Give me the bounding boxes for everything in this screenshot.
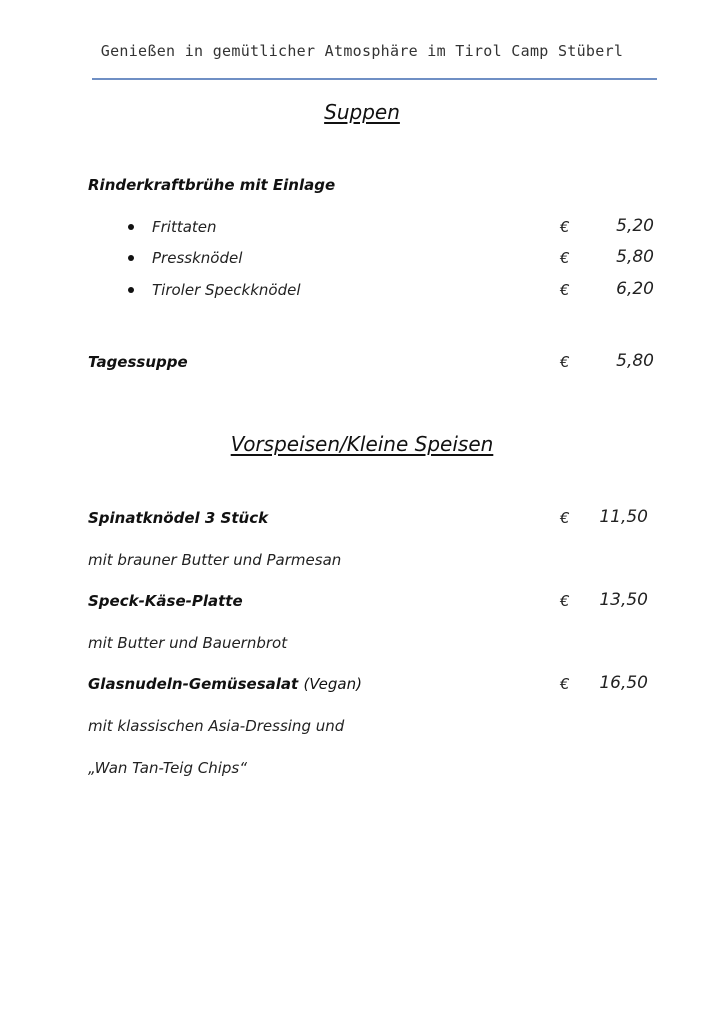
currency-symbol: € (560, 509, 570, 527)
price: 11,50 (599, 507, 648, 527)
page-header: Genießen in gemütlicher Atmosphäre im Tirol Camp Stüberl (100, 42, 624, 60)
currency-symbol: € (560, 249, 570, 267)
bullet-icon (128, 224, 134, 230)
price: 13,50 (599, 590, 648, 610)
currency-symbol: € (560, 675, 570, 693)
currency-symbol: € (560, 592, 570, 610)
item-description: mit brauner Butter und Parmesan (88, 551, 342, 569)
section-title-suppen: Suppen (324, 100, 400, 124)
item-title-speck-kaese-platte: Speck-Käse-Platte (88, 592, 243, 610)
item-description: mit klassischen Asia-Dressing und (88, 717, 345, 735)
item-description: mit Butter und Bauernbrot (88, 634, 288, 652)
price: 5,20 (616, 216, 654, 236)
item-title-glasnudeln (88, 675, 362, 693)
price: 16,50 (599, 673, 648, 693)
currency-symbol: € (560, 281, 570, 299)
price: 5,80 (616, 247, 654, 267)
section-title-vorspeisen: Vorspeisen/Kleine Speisen (230, 432, 494, 456)
currency-symbol: € (560, 218, 570, 236)
header-divider (92, 78, 657, 80)
item-description: „Wan Tan-Teig Chips“ (88, 759, 248, 777)
bullet-icon (128, 255, 134, 261)
item-name: Glasnudeln-Gemüsesalat (88, 675, 299, 693)
option-label: Frittaten (152, 218, 217, 236)
item-title-tagessuppe: Tagessuppe (88, 353, 188, 371)
vegan-note: (Vegan) (303, 675, 362, 693)
item-title-spinatknoedel: Spinatknödel 3 Stück (88, 509, 269, 527)
item-title-rinderkraftbruehe: Rinderkraftbrühe mit Einlage (88, 176, 336, 194)
option-label: Pressknödel (152, 249, 243, 267)
option-label: Tiroler Speckknödel (152, 281, 301, 299)
bullet-icon (128, 287, 134, 293)
price: 5,80 (616, 351, 654, 371)
price: 6,20 (616, 279, 654, 299)
currency-symbol: € (560, 353, 570, 371)
